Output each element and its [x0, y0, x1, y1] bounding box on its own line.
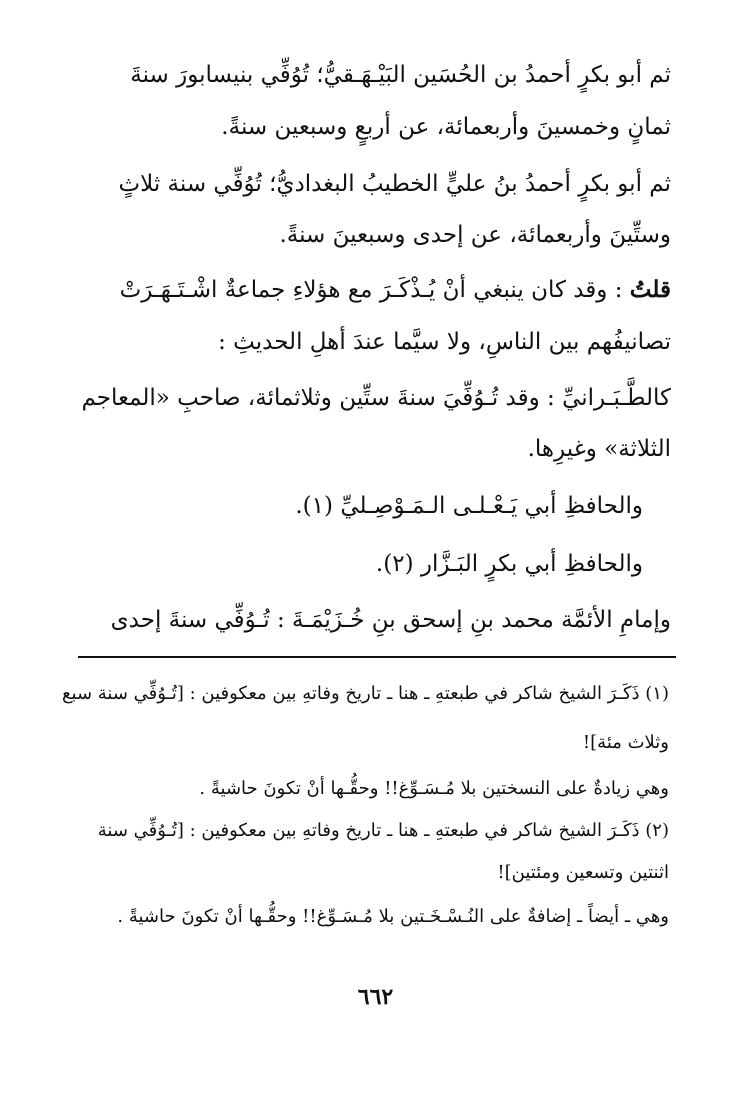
footnote-line: (١) ذَكَـرَ الشيخ شاكر في طبعتهِ ـ هنا ـ تاريخ وفاتهِ بين معكوفين : [تُـوُفِّي سنة سبع [61, 683, 669, 704]
footnote-line: وثلاث مئة]! [582, 732, 669, 753]
footnote-line: وهي زيادةٌ على النسختين بلا مُـسَـوِّغ!! وحقُّـها أنْ تكونَ حاشيةً . [199, 778, 669, 799]
footnote-line: وهي ـ أيضاً ـ إضافةٌ على النُـسْـخَـتين بلا مُـسَـوِّغ!! وحقُّـها أنْ تكونَ حاشيةً . [117, 906, 669, 927]
footnote-separator [78, 656, 676, 658]
body-text-line: ثم أبو بكرٍ أحمدُ بنُ عليٍّ الخطيبُ البغداديُّ؛ تُوُفِّي سنة ثلاثٍ [118, 171, 671, 197]
footnote-line: (٢) ذَكَـرَ الشيخ شاكر في طبعتهِ ـ هنا ـ تاريخ وفاتهِ بين معكوفين : [تُـوُفِّي سنة [97, 820, 669, 841]
body-text-line: تصانيفُهم بين الناسِ، ولا سيَّما عندَ أهلِ الحديثِ : [218, 329, 671, 355]
body-text-line: كالطَّـبَـرانيِّ : وقد تُـوُفِّيَ سنةَ ستِّين وثلاثمائة، صاحبِ «المعاجم [81, 385, 671, 411]
body-text-line: الثلاثة» وغيرِها. [527, 436, 671, 462]
page-number: ٦٦٢ [357, 984, 394, 1010]
body-text-segment: : وقد كان ينبغي أنْ يُـذْكَـرَ مع هؤلاءِ جماعةٌ اشْـتَـهَـرَتْ [119, 277, 623, 303]
body-text-line: والحافظِ أبي بكرٍ البَـزَّار (٢). [375, 551, 643, 577]
body-text-line: ثمانٍ وخمسينَ وأربعمائة، عن أربعٍ وسبعين سنةً. [221, 114, 671, 140]
body-text-line: وإمامِ الأئمَّة محمد بنِ إسحق بنِ خُـزَيْمَـةَ : تُـوُفِّي سنةَ إحدى [110, 607, 671, 633]
body-text-line: وستِّينَ وأربعمائة، عن إحدى وسبعينَ سنةً. [279, 222, 671, 248]
qultu-heading: قلتُ [629, 276, 671, 303]
body-text-line: والحافظِ أبي يَـعْـلـى الـمَـوْصِـليِّ (١). [295, 493, 643, 519]
body-text-line [120, 273, 671, 307]
body-text-line: ثم أبو بكرٍ أحمدُ بن الحُسَين البَيْـهَـقيُّ؛ تُوُفِّي بنيسابورَ سنةَ [130, 62, 671, 88]
footnote-line: اثنتين وتسعين ومئتين]! [497, 862, 669, 883]
